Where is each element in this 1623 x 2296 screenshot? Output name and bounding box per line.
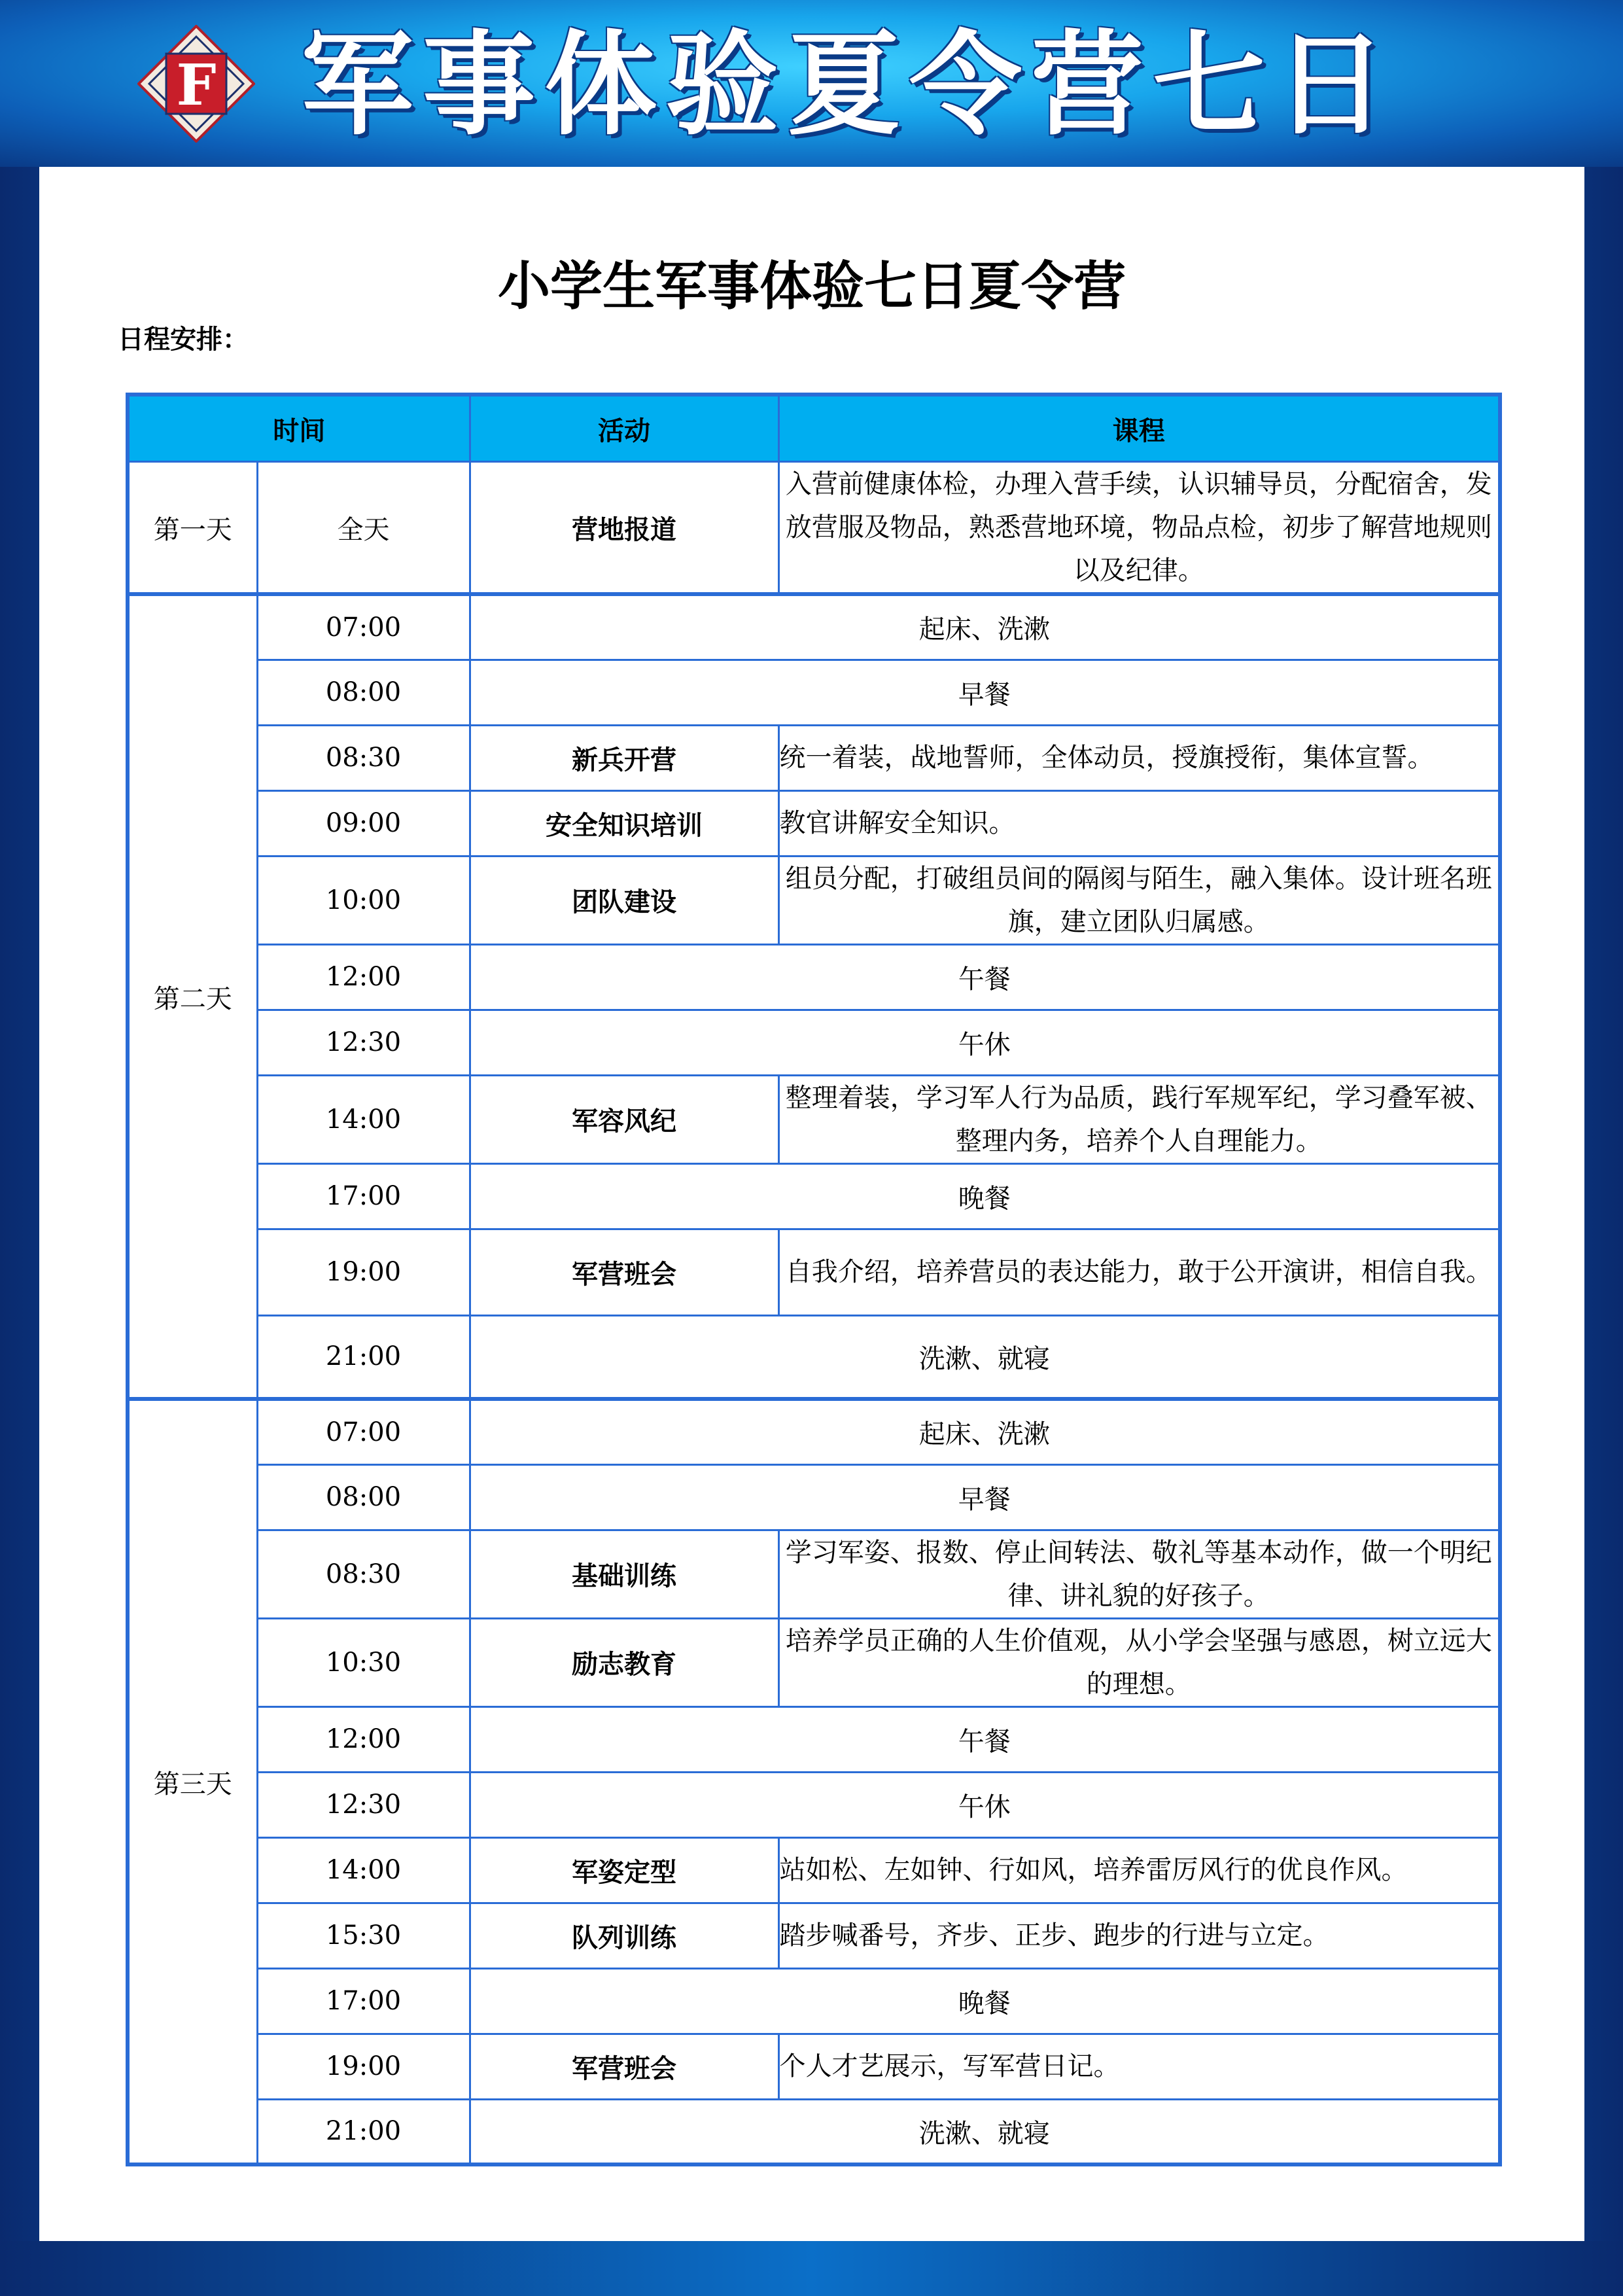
activity-cell: 军营班会 <box>470 2034 778 2099</box>
header-activity: 活动 <box>470 395 778 462</box>
header-course: 课程 <box>778 395 1500 462</box>
table-row <box>128 1903 1500 1968</box>
table-row <box>128 1618 1500 1706</box>
day-label: 第二天 <box>128 594 257 1399</box>
time-cell: 09:00 <box>257 790 470 856</box>
table-row <box>128 1968 1500 2034</box>
day-label: 第一天 <box>128 462 257 595</box>
table-body <box>128 462 1500 2165</box>
table-row <box>128 2034 1500 2099</box>
table-row <box>128 1399 1500 1464</box>
activity-cell: 军姿定型 <box>470 1837 778 1903</box>
time-cell: 14:00 <box>257 1075 470 1163</box>
course-cell: 站如松、左如钟、行如风，培养雷厉风行的优良作风。 <box>778 1837 1500 1903</box>
table-row <box>128 1229 1500 1315</box>
activity-cell: 军营班会 <box>470 1229 778 1315</box>
course-cell: 入营前健康体检，办理入营手续，认识辅导员，分配宿舍，发放营服及物品，熟悉营地环境，物品点检，初步了解营地规则以及纪律。 <box>778 462 1500 595</box>
routine-cell: 洗漱、就寝 <box>470 2099 1500 2164</box>
table-row <box>128 1315 1500 1399</box>
time-cell: 12:30 <box>257 1772 470 1837</box>
course-cell: 统一着装，战地誓师，全体动员，授旗授衔，集体宣誓。 <box>778 725 1500 790</box>
course-cell: 培养学员正确的人生价值观，从小学会坚强与感恩，树立远大的理想。 <box>778 1618 1500 1706</box>
routine-cell: 早餐 <box>470 1464 1500 1530</box>
activity-cell: 团队建设 <box>470 856 778 944</box>
banner-title: 军事体验夏令营七日 <box>301 19 1396 150</box>
table-row <box>128 944 1500 1010</box>
time-cell: 12:00 <box>257 944 470 1010</box>
time-cell: 10:00 <box>257 856 470 944</box>
time-cell: 全天 <box>257 462 470 595</box>
document-page <box>39 167 1584 2241</box>
time-cell: 15:30 <box>257 1903 470 1968</box>
course-cell: 自我介绍，培养营员的表达能力，敢于公开演讲，相信自我。 <box>778 1229 1500 1315</box>
schedule-table <box>126 393 1502 2166</box>
routine-cell: 洗漱、就寝 <box>470 1315 1500 1399</box>
table-row <box>128 1772 1500 1837</box>
activity-cell: 励志教育 <box>470 1618 778 1706</box>
schedule-subheading: 日程安排： <box>118 325 249 355</box>
time-cell: 12:00 <box>257 1706 470 1772</box>
routine-cell: 起床、洗漱 <box>470 1399 1500 1464</box>
course-cell: 教官讲解安全知识。 <box>778 790 1500 856</box>
logo-letter: F <box>176 52 217 118</box>
activity-cell: 队列训练 <box>470 1903 778 1968</box>
activity-cell: 基础训练 <box>470 1530 778 1618</box>
page-title: 小学生军事体验七日夏令营 <box>498 255 1126 317</box>
course-cell: 组员分配，打破组员间的隔阂与陌生，融入集体。设计班名班旗，建立团队归属感。 <box>778 856 1500 944</box>
routine-cell: 午餐 <box>470 1706 1500 1772</box>
table-row <box>128 462 1500 595</box>
activity-cell: 军容风纪 <box>470 1075 778 1163</box>
day-label: 第三天 <box>128 1399 257 2164</box>
time-cell: 21:00 <box>257 1315 470 1399</box>
activity-cell: 安全知识培训 <box>470 790 778 856</box>
camp-logo <box>137 25 255 143</box>
routine-cell: 早餐 <box>470 660 1500 725</box>
course-cell: 个人才艺展示，写军营日记。 <box>778 2034 1500 2099</box>
time-cell: 17:00 <box>257 1163 470 1229</box>
routine-cell: 午休 <box>470 1010 1500 1075</box>
activity-cell: 营地报道 <box>470 462 778 595</box>
table-row <box>128 1464 1500 1530</box>
table-row <box>128 856 1500 944</box>
time-cell: 08:30 <box>257 725 470 790</box>
activity-cell: 新兵开营 <box>470 725 778 790</box>
time-cell: 17:00 <box>257 1968 470 2034</box>
time-cell: 08:00 <box>257 1464 470 1530</box>
table-row <box>128 725 1500 790</box>
table-header-row <box>128 395 1500 462</box>
table-row <box>128 2099 1500 2164</box>
time-cell: 08:30 <box>257 1530 470 1618</box>
time-cell: 19:00 <box>257 1229 470 1315</box>
time-cell: 21:00 <box>257 2099 470 2164</box>
table-row <box>128 594 1500 660</box>
routine-cell: 晚餐 <box>470 1968 1500 2034</box>
course-cell: 踏步喊番号，齐步、正步、跑步的行进与立定。 <box>778 1903 1500 1968</box>
table-row <box>128 660 1500 725</box>
routine-cell: 午休 <box>470 1772 1500 1837</box>
table-row <box>128 1837 1500 1903</box>
time-cell: 19:00 <box>257 2034 470 2099</box>
time-cell: 10:30 <box>257 1618 470 1706</box>
bottom-frame <box>0 2241 1623 2296</box>
table-row <box>128 1706 1500 1772</box>
time-cell: 08:00 <box>257 660 470 725</box>
routine-cell: 起床、洗漱 <box>470 594 1500 660</box>
table-row <box>128 1163 1500 1229</box>
time-cell: 14:00 <box>257 1837 470 1903</box>
course-cell: 学习军姿、报数、停止间转法、敬礼等基本动作，做一个明纪律、讲礼貌的好孩子。 <box>778 1530 1500 1618</box>
table-row <box>128 1530 1500 1618</box>
routine-cell: 午餐 <box>470 944 1500 1010</box>
banner <box>0 0 1623 167</box>
course-cell: 整理着装，学习军人行为品质，践行军规军纪，学习叠军被、整理内务，培养个人自理能力。 <box>778 1075 1500 1163</box>
table-row <box>128 1010 1500 1075</box>
time-cell: 07:00 <box>257 1399 470 1464</box>
time-cell: 07:00 <box>257 594 470 660</box>
routine-cell: 晚餐 <box>470 1163 1500 1229</box>
table-row <box>128 790 1500 856</box>
table-row <box>128 1075 1500 1163</box>
header-time: 时间 <box>128 395 470 462</box>
time-cell: 12:30 <box>257 1010 470 1075</box>
